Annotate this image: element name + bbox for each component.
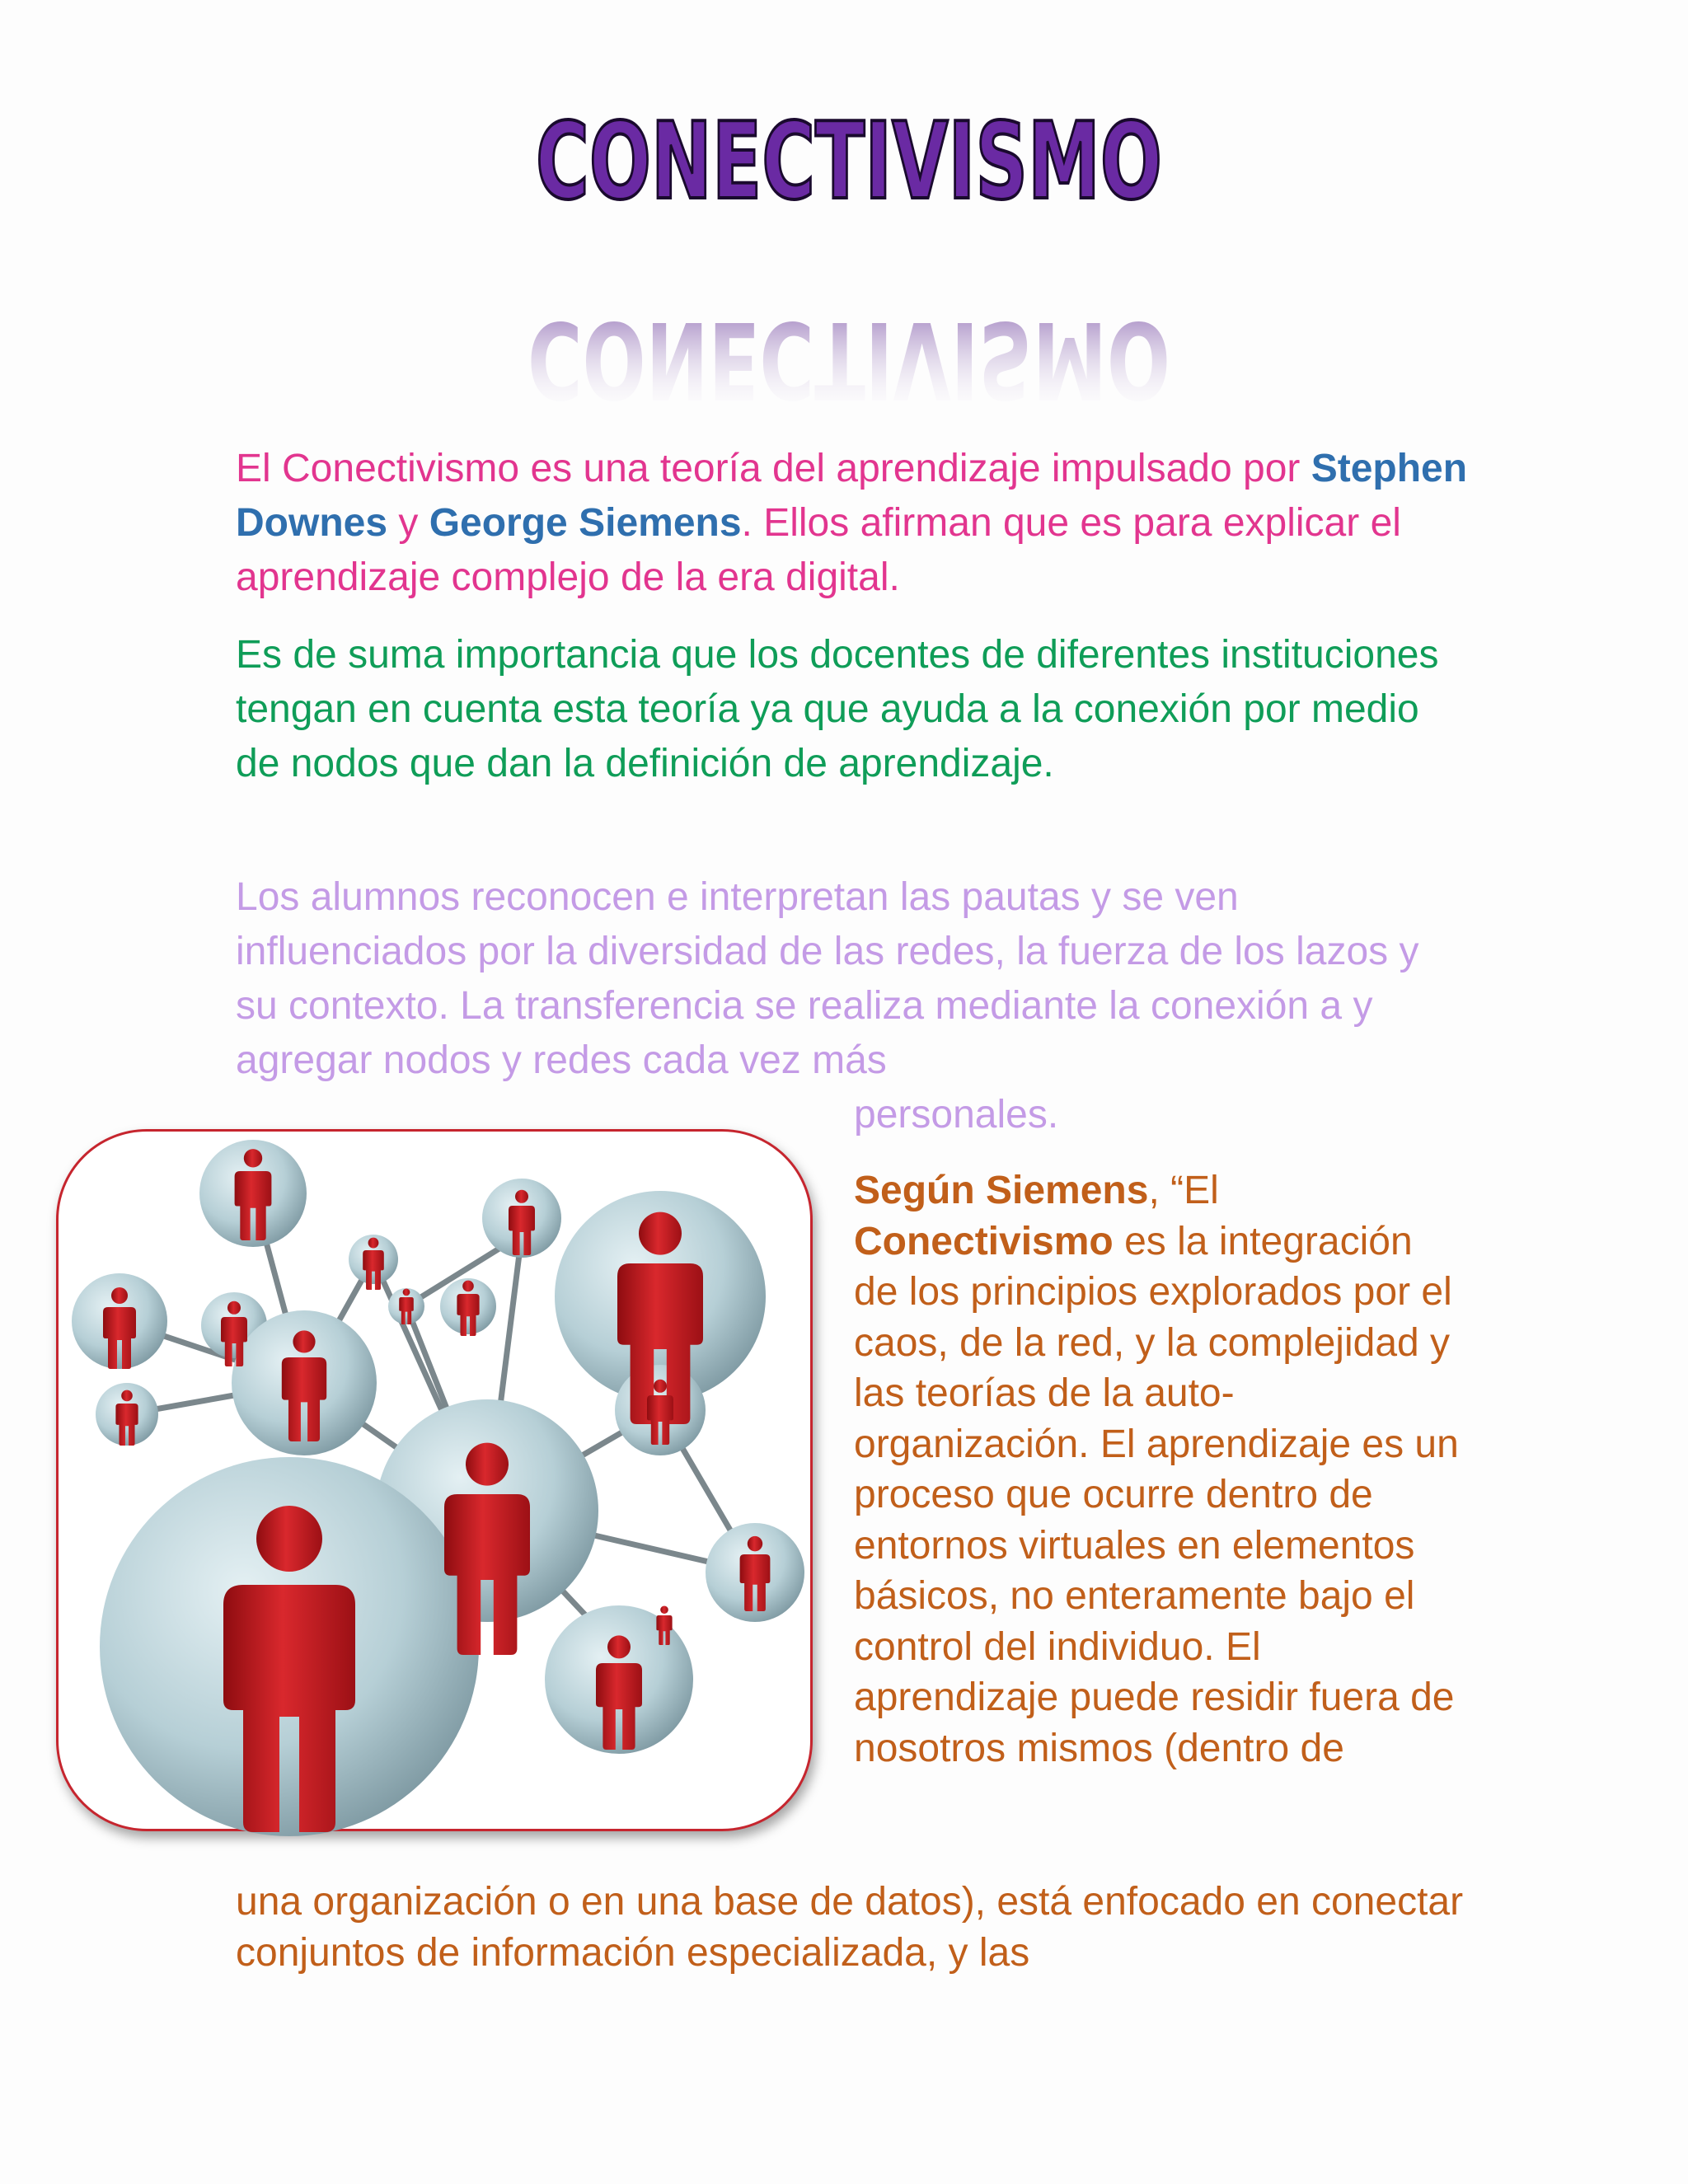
network-nodes — [72, 1140, 804, 1836]
svg-text:CONECTIVISMO: CONECTIVISMO — [528, 298, 1170, 420]
intro-text: El Conectivismo es una teoría del aprendizaje impulsado por — [236, 447, 1311, 490]
siemens-quote-lead: Según Siemens — [854, 1169, 1149, 1212]
students-paragraph: Los alumnos reconocen e interpretan las pautas y se ven influenciados por la diversidad de las redes, la fuerza de los lazos y su contexto. La transferencia se realiza mediante la conexión a y agregar nodos y redes cada vez más — [236, 875, 1419, 1082]
network-people-image — [56, 1129, 813, 1831]
siemens-quote-body: es la integración de los principios explorados por el caos, de la red, y la complejidad y las teorías de la auto-organización. El aprendizaje es un proceso que ocurre dentro de entornos virtuales en elementos básicos, no enteramente bajo el control del individuo. El aprendizaje puede residir fuera de nosotros mismos (dentro de — [854, 1219, 1459, 1770]
importance-paragraph: Es de suma importancia que los docentes de diferentes instituciones tengan en cuenta esta teoría ya que ayuda a la conexión por medio de nodos que dan la definición de aprendizaje. — [236, 633, 1439, 785]
siemens-quote-paragraph — [854, 1165, 1464, 1774]
intro-paragraph — [236, 442, 1472, 605]
siemens-quote-continuation: una organización o en una base de datos), está enfocado en conectar conjuntos de información especializada, y las — [236, 1880, 1464, 1975]
conectivismo-term: Conectivismo — [854, 1219, 1114, 1263]
title-text: CONECTIVISMO — [536, 101, 1162, 223]
students-paragraph-tail: personales. — [854, 1093, 1059, 1137]
intro-text-end: . Ellos afirman que es para explicar el aprendizaje complejo de la era digital. — [236, 501, 1401, 599]
siemens-quote-open: , “El — [1148, 1169, 1219, 1212]
author-siemens: George Siemens — [429, 501, 742, 545]
intro-conjunction: y — [387, 501, 429, 545]
title-reflection — [528, 298, 1170, 420]
title-wordart — [495, 58, 1203, 420]
author-downes: Stephen Downes — [236, 447, 1468, 545]
